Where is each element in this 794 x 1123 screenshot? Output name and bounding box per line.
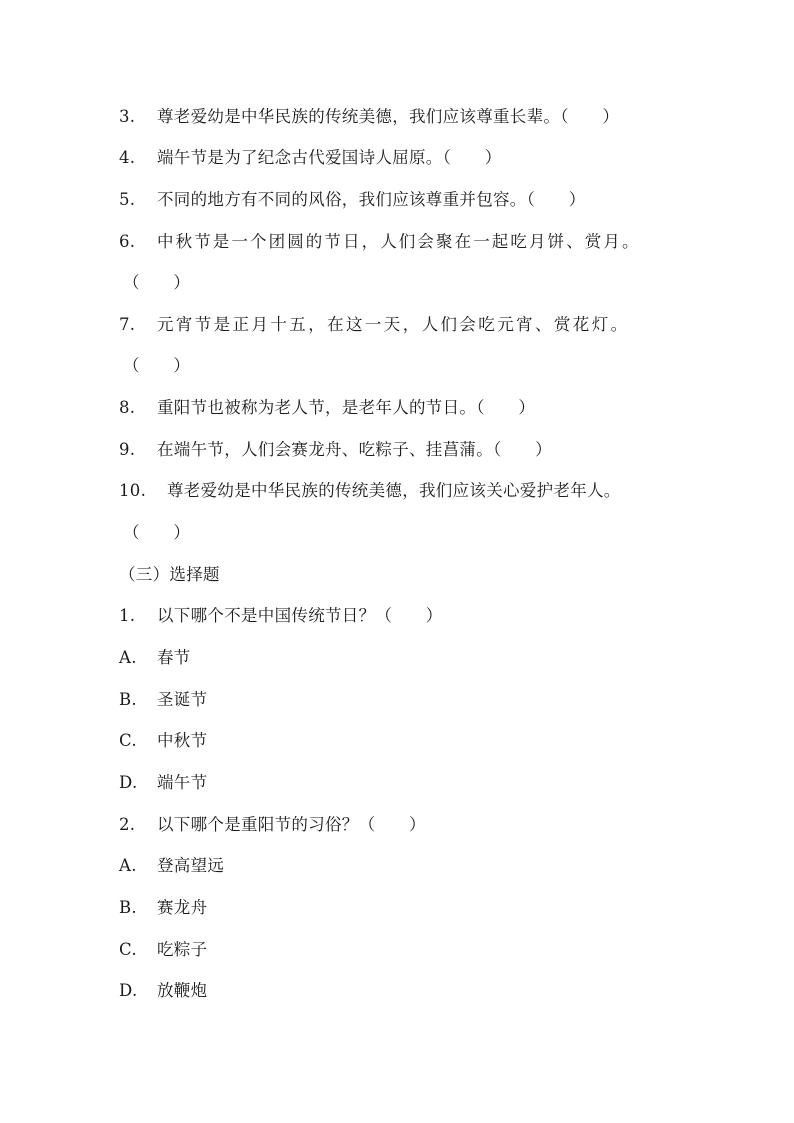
judge-item-3 xyxy=(119,102,694,132)
item-number: 9. xyxy=(119,440,136,459)
option-letter: A. xyxy=(119,648,137,667)
judge-item-9 xyxy=(119,435,694,465)
section-heading-text: （三）选择题 xyxy=(119,565,220,584)
item-number: 4. xyxy=(119,148,136,167)
choice-option xyxy=(119,685,694,715)
answer-bracket: （ ） xyxy=(123,356,191,375)
item-text: 元宵节是正月十五，在这一天，人们会吃元宵、赏花灯。 xyxy=(157,315,630,334)
choice-question-1 xyxy=(119,601,694,631)
item-number: 8. xyxy=(119,398,136,417)
judge-item-10 xyxy=(119,476,694,506)
item-number: 6. xyxy=(119,232,136,251)
option-text: 吃粽子 xyxy=(157,940,208,959)
judge-item-7 xyxy=(119,310,694,340)
item-text: 端午节是为了纪念古代爱国诗人屈原。（ ） xyxy=(157,148,502,167)
choice-option xyxy=(119,726,694,756)
choice-option xyxy=(119,935,694,965)
item-number: 5. xyxy=(119,190,136,209)
choice-option xyxy=(119,643,694,673)
judge-item-8 xyxy=(119,393,694,423)
item-number: 3. xyxy=(119,107,136,126)
item-text: 尊老爱幼是中华民族的传统美德，我们应该关心爱护老年人。 xyxy=(167,481,621,500)
judge-item-7-bracket xyxy=(119,351,694,381)
question-text: 以下哪个不是中国传统节日？（ ） xyxy=(157,606,443,625)
option-letter: D. xyxy=(119,773,138,792)
option-text: 赛龙舟 xyxy=(157,898,208,917)
option-letter: D. xyxy=(119,981,138,1000)
option-text: 春节 xyxy=(157,648,191,667)
choice-option xyxy=(119,768,694,798)
option-text: 端午节 xyxy=(157,773,208,792)
judge-item-4 xyxy=(119,143,694,173)
section-heading xyxy=(119,560,694,590)
answer-bracket: （ ） xyxy=(123,273,191,292)
judge-item-10-bracket xyxy=(119,518,694,548)
choice-option xyxy=(119,851,694,881)
option-letter: C. xyxy=(119,731,137,750)
option-letter: B. xyxy=(119,690,137,709)
choice-option xyxy=(119,893,694,923)
choice-option xyxy=(119,976,694,1006)
item-number: 10. xyxy=(119,481,147,500)
item-text: 在端午节，人们会赛龙舟、吃粽子、挂菖蒲。（ ） xyxy=(157,440,552,459)
option-letter: A. xyxy=(119,856,137,875)
item-text: 重阳节也被称为老人节，是老年人的节日。（ ） xyxy=(157,398,536,417)
option-letter: C. xyxy=(119,940,137,959)
question-text: 以下哪个是重阳节的习俗？（ ） xyxy=(157,815,426,834)
item-text: 尊老爱幼是中华民族的传统美德，我们应该尊重长辈。（ ） xyxy=(157,107,620,126)
option-text: 圣诞节 xyxy=(157,690,208,709)
judge-item-6-bracket xyxy=(119,268,694,298)
option-text: 中秋节 xyxy=(157,731,208,750)
item-text: 中秋节是一个团圆的节日，人们会聚在一起吃月饼、赏月。 xyxy=(157,232,641,251)
answer-bracket: （ ） xyxy=(123,523,191,542)
judge-item-5 xyxy=(119,185,694,215)
question-number: 2. xyxy=(119,815,136,834)
item-text: 不同的地方有不同的风俗，我们应该尊重并包容。（ ） xyxy=(157,190,586,209)
question-number: 1. xyxy=(119,606,136,625)
choice-question-2 xyxy=(119,810,694,840)
option-letter: B. xyxy=(119,898,137,917)
item-number: 7. xyxy=(119,315,136,334)
judge-item-6 xyxy=(119,227,694,257)
option-text: 登高望远 xyxy=(157,856,225,875)
option-text: 放鞭炮 xyxy=(157,981,208,1000)
